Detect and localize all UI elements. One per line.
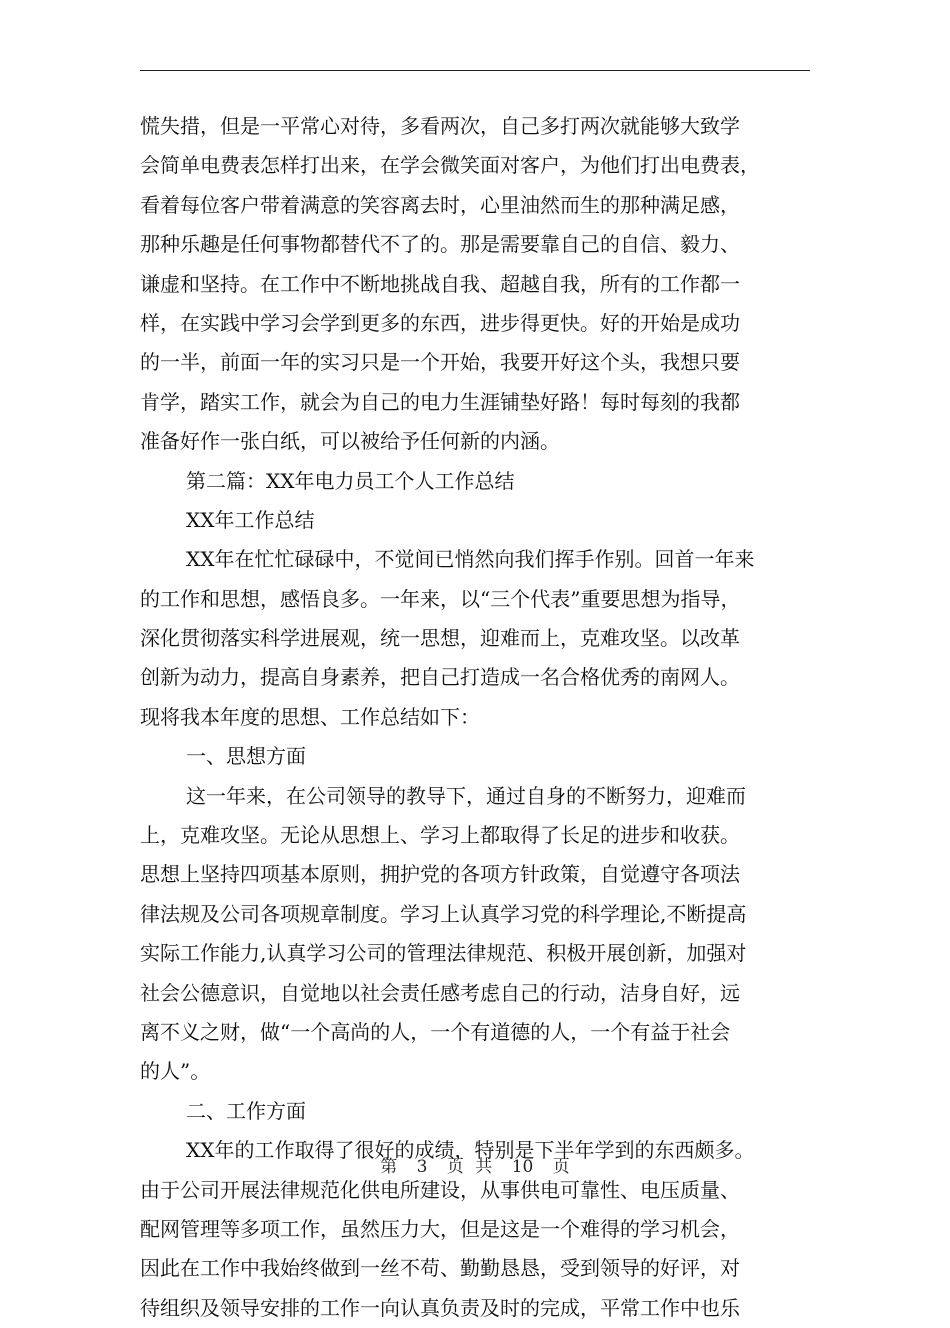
text-line: 律法规及公司各项规章制度。学习上认真学习党的科学理论,不断提高 [140, 901, 747, 926]
text-line: 实际工作能力,认真学习公司的管理法律规范、积极开展创新，加强对 [140, 941, 747, 966]
document-body [140, 107, 812, 1328]
text-line: XX年的工作取得了很好的成绩，特别是下半年学到的东西颇多。 [186, 1138, 755, 1163]
footer-mid: 页 共 [446, 1157, 493, 1177]
text-line: 思想上坚持四项基本原则，拥护党的各项方针政策，自觉遵守各项法 [140, 862, 740, 887]
text-line: 因此在工作中我始终做到一丝不苟、勤勤恳恳，受到领导的好评，对 [140, 1256, 740, 1281]
page-footer [0, 1152, 950, 1177]
text-line: 会简单电费表怎样打出来，在学会微笑面对客户，为他们打出电费表， [140, 153, 760, 178]
text-line: 的人”。 [140, 1059, 211, 1084]
text-line: 样，在实践中学习会学到更多的东西，进步得更快。好的开始是成功 [140, 310, 740, 335]
text-line: 创新为动力，提高自身素养，把自己打造成一名合格优秀的南网人。 [140, 665, 740, 690]
text-line: 二、工作方面 [186, 1098, 306, 1123]
header-rule [140, 70, 810, 71]
text-line: 上，克难攻坚。无论从思想上、学习上都取得了长足的进步和收获。 [140, 823, 740, 848]
footer-suffix: 页 [552, 1157, 570, 1177]
text-line: 看着每位客户带着满意的笑容离去时，心里油然而生的那种满足感， [140, 192, 740, 217]
text-line: 肯学，踏实工作，就会为自己的电力生涯铺垫好路！每时每刻的我都 [140, 389, 740, 414]
footer-page-number: 3 [416, 1157, 428, 1177]
text-line: 由于公司开展法律规范化供电所建设，从事供电可靠性、电压质量、 [140, 1177, 740, 1202]
text-line: 一、思想方面 [186, 744, 306, 769]
text-line: 的一半，前面一年的实习只是一个开始，我要开好这个头，我想只要 [140, 350, 740, 375]
text-line: 待组织及领导安排的工作一向认真负责及时的完成，平常工作中也乐 [140, 1295, 740, 1320]
text-line: 那种乐趣是任何事物都替代不了的。那是需要靠自己的自信、毅力、 [140, 232, 740, 257]
text-line: 谦虚和坚持。在工作中不断地挑战自我、超越自我，所有的工作都一 [140, 271, 740, 296]
text-line: 社会公德意识，自觉地以社会责任感考虑自己的行动，洁身自好，远 [140, 980, 740, 1005]
text-line: 这一年来，在公司领导的教导下，通过自身的不断努力，迎难而 [186, 783, 746, 808]
text-line: 的工作和思想，感悟良多。一年来，以“三个代表”重要思想为指导， [140, 586, 741, 611]
text-line: XX年在忙忙碌碌中，不觉间已悄然向我们挥手作别。回首一年来 [186, 547, 755, 572]
footer-prefix: 第 [380, 1157, 398, 1177]
text-line: 配网管理等多项工作，虽然压力大，但是这是一个难得的学习机会， [140, 1216, 740, 1241]
text-line: 慌失措，但是一平常心对待，多看两次，自己多打两次就能够大致学 [140, 114, 740, 138]
text-line: 第二篇：XX年电力员工个人工作总结 [186, 468, 515, 493]
text-line: 现将我本年度的思想、工作总结如下： [140, 704, 480, 729]
text-line: 离不义之财，做“一个高尚的人，一个有道德的人，一个有益于社会 [140, 1019, 731, 1044]
text-line: XX年工作总结 [186, 507, 315, 532]
text-line: 深化贯彻落实科学进展观，统一思想，迎难而上，克难攻坚。以改革 [140, 626, 740, 651]
text-line: 准备好作一张白纸，可以被给予任何新的内涵。 [140, 429, 560, 454]
footer-total-pages: 10 [511, 1157, 534, 1177]
